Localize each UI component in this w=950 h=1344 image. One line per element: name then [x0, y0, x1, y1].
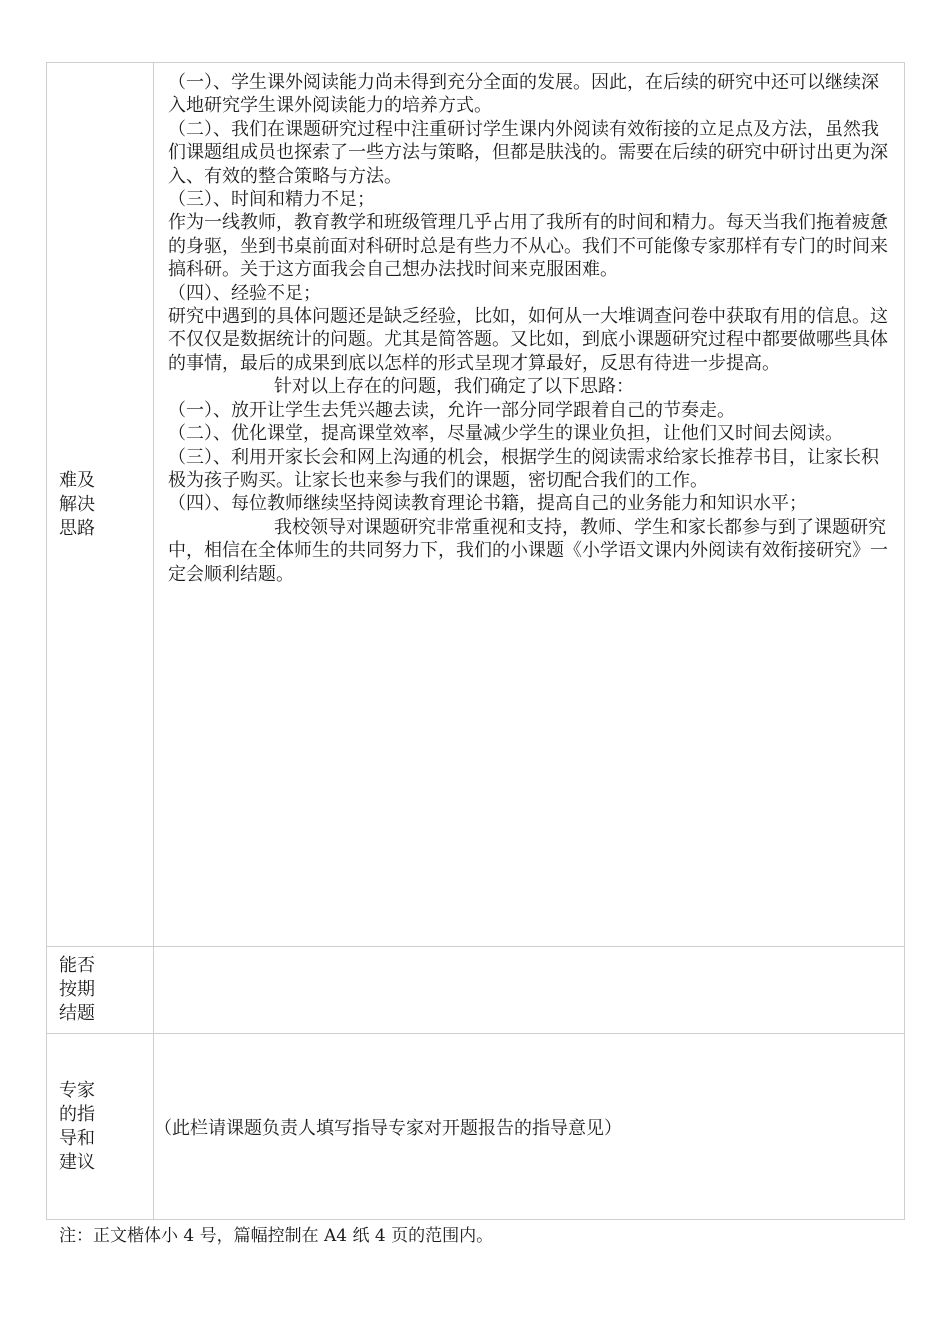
- difficulty-paragraph-3: （三）、时间和精力不足；: [168, 189, 375, 211]
- solution-item-3: （三）、利用开家长会和网上沟通的机会，根据学生的阅读需求给家长推荐书目，让家长积极为孩子购买。让家长也来参与我们的课题，密切配合我们的工作。: [168, 446, 879, 491]
- difficulty-row: [47, 63, 905, 947]
- difficulty-paragraph-4: 作为一线教师，教育教学和班级管理几乎占用了我所有的时间和精力。每天当我们拖着疲惫的身驱，坐到书桌前面对科研时总是有些力不从心。我们不可能像专家那样有专门的时间来搞科研。关于这方面我会自己想办法找时间来克服困难。: [168, 212, 888, 281]
- solution-intro: 针对以上存在的问题，我们确定了以下思路：: [274, 376, 634, 398]
- schedule-label-cell: [47, 947, 154, 1034]
- expert-label-cell: [47, 1034, 154, 1220]
- difficulty-paragraph-2: （二）、我们在课题研究过程中注重研讨学生课内外阅读有效衔接的立足点及方法，虽然我们课题组成员也探索了一些方法与策略，但都是肤浅的。需要在后续的研究中研讨出更为深入、有效的整合策略与方法。: [168, 118, 888, 187]
- difficulty-label-cell: [47, 63, 154, 947]
- report-form-table: [46, 62, 905, 1220]
- expert-content[interactable]: [154, 1034, 905, 1220]
- solution-item-2: （二）、优化课堂，提高课堂效率，尽量减少学生的课业负担，让他们又时间去阅读。: [168, 423, 843, 445]
- solution-item-4: （四）、每位教师继续坚持阅读教育理论书籍，提高自己的业务能力和知识水平；: [168, 493, 807, 515]
- conclusion-paragraph: 我校领导对课题研究非常重视和支持，教师、学生和家长都参与到了课题研究中，相信在全体师生的共同努力下，我们的小课题《小学语文课内外阅读有效衔接研究》一定会顺利结题。: [168, 516, 888, 585]
- difficulty-label: 难及解决思路: [59, 469, 95, 539]
- expert-label: 专家的指导和建议: [59, 1079, 95, 1173]
- solution-item-1: （一）、放开让学生去凭兴趣去读，允许一部分同学跟着自己的节奏走。: [168, 399, 735, 421]
- difficulty-paragraph-1: （一）、学生课外阅读能力尚未得到充分全面的发展。因此，在后续的研究中还可以继续深入地研究学生课外阅读能力的培养方式。: [168, 72, 879, 117]
- expert-note-text: （此栏请课题负责人填写指导专家对开题报告的指导意见）: [154, 1117, 622, 1139]
- difficulty-paragraph-5: （四）、经验不足；: [168, 282, 321, 304]
- difficulty-paragraph-6: 研究中遇到的具体问题还是缺乏经验，比如，如何从一大堆调查问卷中获取有用的信息。这不仅仅是数据统计的问题。尤其是简答题。又比如，到底小课题研究过程中都要做哪些具体的事情，最后的成果到底以怎样的形式呈现才算最好，反思有待进一步提高。: [168, 306, 888, 374]
- schedule-label: 能否按期结题: [59, 955, 95, 1024]
- footnote: 注：正文楷体小 4 号，篇幅控制在 A4 纸 4 页的范围内。: [59, 1226, 494, 1246]
- expert-row: [47, 1034, 905, 1220]
- difficulty-content: [154, 63, 905, 947]
- schedule-row: [47, 947, 905, 1034]
- schedule-content[interactable]: [154, 947, 905, 1034]
